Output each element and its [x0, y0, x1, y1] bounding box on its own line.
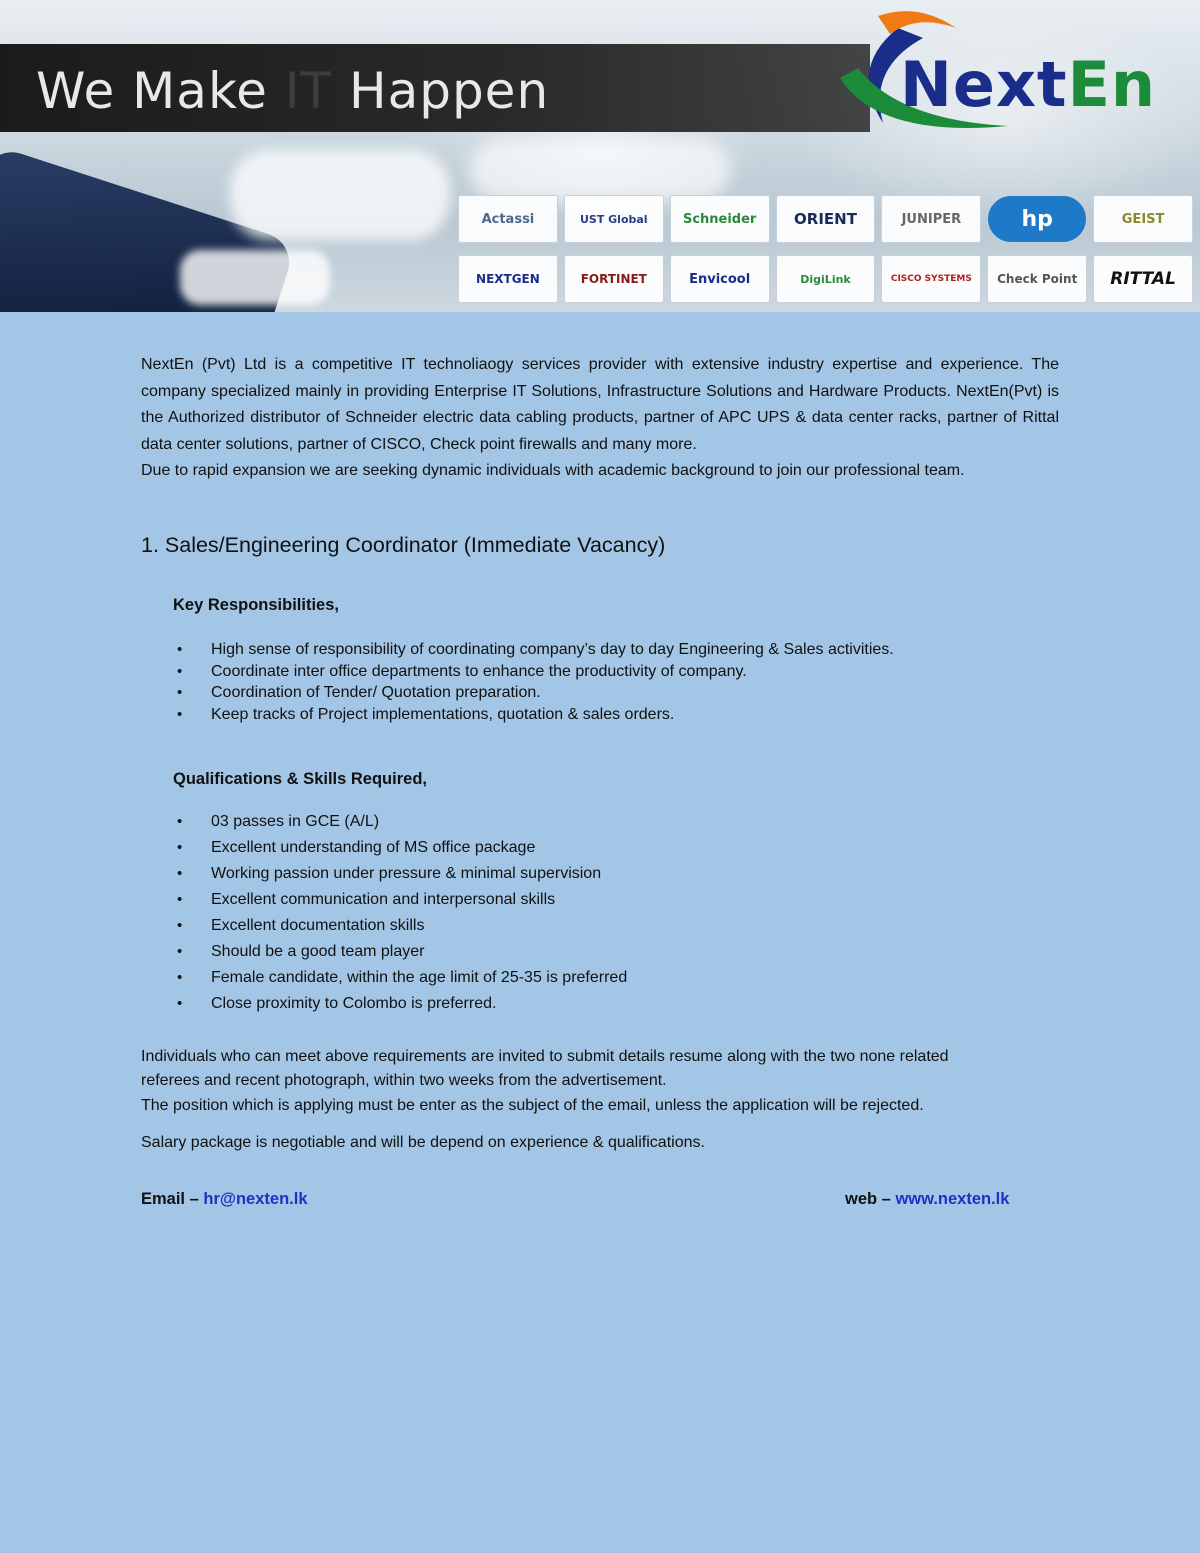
- list-item: • Working passion under pressure & minimal supervision: [141, 861, 1059, 887]
- list-item: • High sense of responsibility of coordinating company’s day to day Engineering & Sales activities.: [141, 639, 1059, 661]
- salary-note: Salary package is negotiable and will be depend on experience & qualifications.: [141, 1134, 705, 1152]
- list-item: • Coordinate inter office departments to enhance the productivity of company.: [141, 661, 1059, 683]
- list-item: • Should be a good team player: [141, 939, 1059, 965]
- responsibilities-heading: Key Responsibilities,: [173, 595, 339, 614]
- expansion-note: Due to rapid expansion we are seeking dynamic individuals with academic background to join our professional team.: [141, 462, 965, 480]
- partner-logo: JUNIPER: [881, 195, 981, 243]
- partner-logo: Envicool: [670, 255, 770, 303]
- header-banner: [0, 0, 1200, 312]
- partner-logo: Check Point: [987, 255, 1087, 303]
- email-contact: Email – hr@nexten.lk: [141, 1189, 308, 1208]
- partner-logo: UST Global: [564, 195, 664, 243]
- qualifications-list: [141, 809, 1059, 1017]
- qualifications-heading: Qualifications & Skills Required,: [173, 769, 427, 788]
- job-title: 1. Sales/Engineering Coordinator (Immediate Vacancy): [141, 532, 666, 557]
- partner-logo: DigiLink: [776, 255, 876, 303]
- list-item: • 03 passes in GCE (A/L): [141, 809, 1059, 835]
- email-link[interactable]: hr@nexten.lk: [203, 1189, 308, 1208]
- partner-logo: CISCO SYSTEMS: [881, 255, 981, 303]
- list-item: • Coordination of Tender/ Quotation preparation.: [141, 682, 1059, 704]
- partner-logo: ORIENT: [776, 195, 876, 243]
- contact-row: [141, 1190, 1059, 1214]
- nexten-logo: NextEn: [900, 48, 1157, 121]
- list-item: • Excellent documentation skills: [141, 913, 1059, 939]
- list-item: • Excellent understanding of MS office package: [141, 835, 1059, 861]
- submission-instructions-cont: referees and recent photograph, within two weeks from the advertisement.: [141, 1072, 667, 1090]
- partner-row: [458, 255, 1193, 303]
- email-subject-note: The position which is applying must be enter as the subject of the email, unless the application will be rejected.: [141, 1096, 924, 1114]
- partner-logos: [458, 195, 1193, 312]
- tagline: We Make IT Happen: [36, 62, 550, 120]
- partner-logo: Schneider: [670, 195, 770, 243]
- partner-logo: Actassi: [458, 195, 558, 243]
- submission-instructions: Individuals who can meet above requirements are invited to submit details resume along with the two none related: [141, 1047, 949, 1065]
- partner-logo: NEXTGEN: [458, 255, 558, 303]
- web-link[interactable]: www.nexten.lk: [895, 1189, 1010, 1208]
- partner-logo: GEIST: [1093, 195, 1193, 243]
- company-intro: NextEn (Pvt) Ltd is a competitive IT technoliaogy services provider with extensive industry expertise and experience. The company specialized mainly in providing Enterprise IT Solutions, Infrastructure Solutions and Hardware Products. NextEn(Pvt) is the Authorized distributor of Schneider electric data cabling products, partner of APC UPS & data center racks, partner of Rittal data center solutions, partner of CISCO, Check point firewalls and many more.: [141, 356, 1059, 453]
- list-item: • Close proximity to Colombo is preferred.: [141, 991, 1059, 1017]
- responsibilities-list: [141, 639, 1059, 726]
- partner-logo: hp: [987, 195, 1087, 243]
- partner-row: [458, 195, 1193, 243]
- list-item: • Female candidate, within the age limit of 25-35 is preferred: [141, 965, 1059, 991]
- advertisement-body: [141, 352, 1059, 1214]
- web-contact: web – www.nexten.lk: [845, 1189, 1010, 1208]
- list-item: • Excellent communication and interpersonal skills: [141, 887, 1059, 913]
- list-item: • Keep tracks of Project implementations, quotation & sales orders.: [141, 704, 1059, 726]
- partner-logo: RITTAL: [1093, 255, 1193, 303]
- partner-logo: FORTINET: [564, 255, 664, 303]
